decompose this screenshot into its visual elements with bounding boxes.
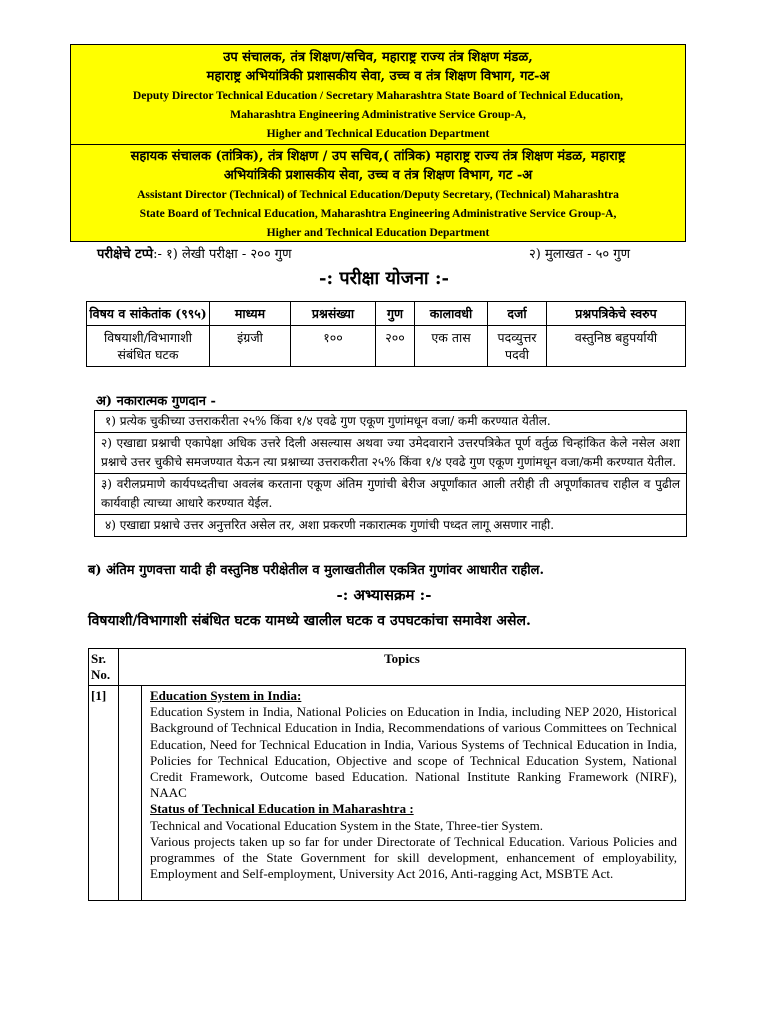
merit-list-note: ब) अंतिम गुणवत्ता यादी ही वस्तुनिष्ठ परीक्षेतील व मुलाखतीतील एकत्रित गुणांवर आधारीत राहील. <box>88 563 545 578</box>
th-topics: Topics <box>119 649 686 686</box>
td-duration: एक तास <box>415 326 488 367</box>
header2-english-line3: Higher and Technical Education Department <box>266 226 490 239</box>
header-box-assistant-director <box>70 144 686 242</box>
td-medium: इंग्रजी <box>210 326 291 367</box>
header2-english-line2: State Board of Technical Education, Maharashtra Engineering Administrative Service Group-A, <box>139 207 617 220</box>
header2-english-line1: Assistant Director (Technical) of Technical Education/Deputy Secretary, (Technical) Maharashtra <box>137 188 619 201</box>
th-marks: गुण <box>376 302 415 326</box>
rule-item: १) प्रत्येक चुकीच्या उत्तराकरीता २५% किंवा १/४ एवढे गुण एकूण गुणांमधून वजा/ कमी करण्यात येतील. <box>94 410 687 433</box>
rule-item: २) एखाद्या प्रश्नाची एकापेक्षा अधिक उत्तरे दिली असल्यास अथवा ज्या उमेदवाराने उत्तरपत्रिकेत पूर्ण वर्तुळ चिन्हांकित केले नसेल अशा प्रश्नाचे उत्तर चुकीचे समजण्यात येऊन त्या प्रश्नाच्या उत्तराकरीता २५% किंवा १/४ एवढे गुण एकूण गुणांमधून वजा/कमी करण्यात येतील. <box>94 433 687 474</box>
topics-header-row <box>89 649 686 686</box>
header-box-deputy-director <box>70 44 686 145</box>
td-subject: विषयाशी/विभागाशी संबंधित घटक <box>87 326 210 367</box>
header1-english-line3: Higher and Technical Education Department <box>266 127 490 140</box>
topics-table <box>88 648 686 901</box>
th-sr-no: Sr. No. <box>89 649 119 686</box>
th-duration: कालावधी <box>415 302 488 326</box>
header1-marathi-line2: महाराष्ट्र अभियांत्रिकी प्रशासकीय सेवा, उच्च व तंत्र शिक्षण विभाग, गट-अ <box>206 69 550 84</box>
topic-heading-maharashtra-status: Status of Technical Education in Maharashtra : <box>150 801 414 817</box>
header1-english-line2: Maharashtra Engineering Administrative Service Group-A, <box>230 108 526 121</box>
th-medium: माध्यम <box>210 302 291 326</box>
header1-english-line1: Deputy Director Technical Education / Secretary Maharashtra State Board of Technical Education, <box>132 89 624 102</box>
topic-sr-number: [1] <box>89 686 119 901</box>
topic-content <box>142 686 686 901</box>
td-standard: पदव्युत्तर पदवी <box>488 326 547 367</box>
exam-plan-title: -: परीक्षा योजना :- <box>319 268 449 289</box>
header1-marathi-line1: उप संचालक, तंत्र शिक्षण/सचिव, महाराष्ट्र राज्य तंत्र शिक्षण मंडळ, <box>223 50 533 65</box>
stage-written: :- १) लेखी परीक्षा - २०० गुण <box>153 247 292 262</box>
rule-item: ४) एखाद्या प्रश्नाचे उत्तर अनुत्तरित असेल तर, अशा प्रकरणी नकारात्मक गुणांची पध्दत लागू असणार नाही. <box>94 515 687 537</box>
table-row <box>87 326 686 367</box>
topic-gap-cell <box>119 686 142 901</box>
syllabus-subtitle: विषयाशी/विभागाशी संबंधित घटक यामध्ये खालील घटक व उपघटकांचा समावेश असेल. <box>88 613 531 629</box>
table-header-row <box>87 302 686 326</box>
rule-item: ३) वरीलप्रमाणे कार्यपध्दतीचा अवलंब करताना एकूण अंतिम गुणांची बेरीज अपूर्णांकात आली तरीही ती अपूर्णांकातच राहील व पुढील कार्यवाही त्याच्या आधारे करण्यात येईल. <box>94 474 687 515</box>
header2-marathi-line1: सहायक संचालक (तांत्रिक), तंत्र शिक्षण / उप सचिव,( तांत्रिक) महाराष्ट्र राज्य तंत्र शिक्षण मंडळ, महाराष्ट्र <box>130 149 626 164</box>
stages-label: परीक्षेचे टप्पे <box>97 247 154 262</box>
topic-text-projects: Various projects taken up so far for under Directorate of Technical Education. Various Policies and programmes of the State Government for skill development, enhancement of employability, Employment and Self-employment, University Act 2016, Anti-ragging Act, MSBTE Act. <box>150 833 677 882</box>
negative-marking-title: अ) नकारात्मक गुणदान - <box>96 394 216 409</box>
exam-stages <box>97 244 657 262</box>
table-row <box>89 686 686 901</box>
topic-text-education-system: Education System in India, National Policies on Education in India, including NEP 2020, Historical Background of Technical Education in India, Recommendations of various Committees on Technical Education, Need for Technical Education in India, Various Systems of Technical Education in India, Policies for Technical Education, Objective and scope of Technical Education System, National Credit Framework, Outcome based Education. National Institute Ranking Framework (NIRF), NAAC <box>150 704 677 801</box>
th-subject: विषय व सांकेतांक (९९५) <box>87 302 210 326</box>
syllabus-title: -: अभ्यासक्रम :- <box>336 586 432 604</box>
td-questions: १०० <box>291 326 376 367</box>
exam-scheme-table <box>86 301 686 367</box>
th-paper-format: प्रश्नपत्रिकेचे स्वरुप <box>547 302 686 326</box>
th-standard: दर्जा <box>488 302 547 326</box>
td-marks: २०० <box>376 326 415 367</box>
negative-marking-rules <box>94 410 687 537</box>
topic-heading-education-system: Education System in India: <box>150 688 302 703</box>
th-questions: प्रश्नसंख्या <box>291 302 376 326</box>
td-paper-format: वस्तुनिष्ठ बहुपर्यायी <box>547 326 686 367</box>
stage-interview: २) मुलाखत - ५० गुण <box>529 247 630 262</box>
header2-marathi-line2: अभियांत्रिकी प्रशासकीय सेवा, उच्च व तंत्र शिक्षण विभाग, गट -अ <box>223 168 533 183</box>
topic-text-state-system: Technical and Vocational Education System in the State, Three-tier System. <box>150 817 543 833</box>
